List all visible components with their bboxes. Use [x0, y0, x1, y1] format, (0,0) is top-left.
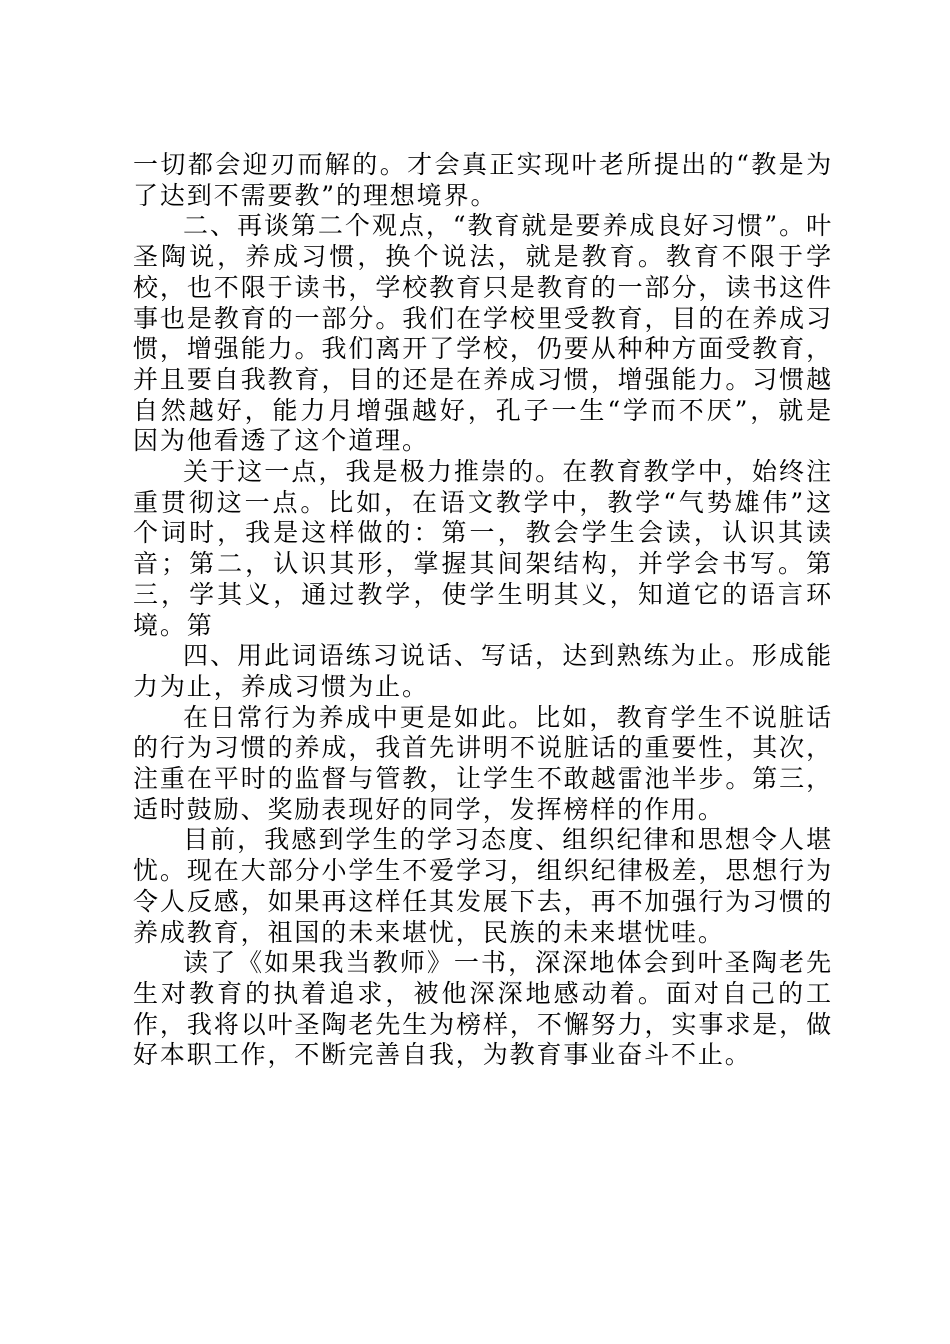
paragraph-6: 目前，我感到学生的学习态度、组织纪律和思想令人堪忧。现在大部分小学生不爱学习，组织纪律极差，思想行为令人反感，如果再这样任其发展下去，再不加强行为习惯的养成教育，祖国的未来堪忧，民族的未来堪忧哇。 — [133, 825, 833, 947]
paragraph-3: 关于这一点，我是极力推崇的。在教育教学中，始终注重贯彻这一点。比如，在语文教学中，教学“气势雄伟”这个词时，我是这样做的：第一，教会学生会读，认识其读音；第二，认识其形，掌握其间架结构，并学会书写。第三，学其义，通过教学，使学生明其义，知道它的语言环境。第 — [133, 457, 833, 640]
paragraph-1: 一切都会迎刃而解的。才会真正实现叶老所提出的“教是为了达到不需要教”的理想境界。 — [133, 150, 833, 210]
document-body — [133, 150, 833, 1071]
paragraph-2: 二、再谈第二个观点，“教育就是要养成良好习惯”。叶圣陶说，养成习惯，换个说法，就是教育。教育不限于学校，也不限于读书，学校教育只是教育的一部分，读书这件事也是教育的一部分。我们在学校里受教育，目的在养成习惯，增强能力。我们离开了学校，仍要从种种方面受教育，并且要自我教育，目的还是在养成习惯，增强能力。习惯越自然越好，能力月增强越好，孔子一生“学而不厌”，就是因为他看透了这个道理。 — [133, 211, 833, 456]
paragraph-5: 在日常行为养成中更是如此。比如，教育学生不说脏话的行为习惯的养成，我首先讲明不说脏话的重要性，其次，注重在平时的监督与管教，让学生不敢越雷池半步。第三，适时鼓励、奖励表现好的同学，发挥榜样的作用。 — [133, 702, 833, 824]
paragraph-4: 四、用此词语练习说话、写话，达到熟练为止。形成能力为止，养成习惯为止。 — [133, 641, 833, 701]
paragraph-7: 读了《如果我当教师》一书，深深地体会到叶圣陶老先生对教育的执着追求，被他深深地感动着。面对自己的工作，我将以叶圣陶老先生为榜样，不懈努力，实事求是，做好本职工作，不断完善自我，为教育事业奋斗不止。 — [133, 948, 833, 1070]
